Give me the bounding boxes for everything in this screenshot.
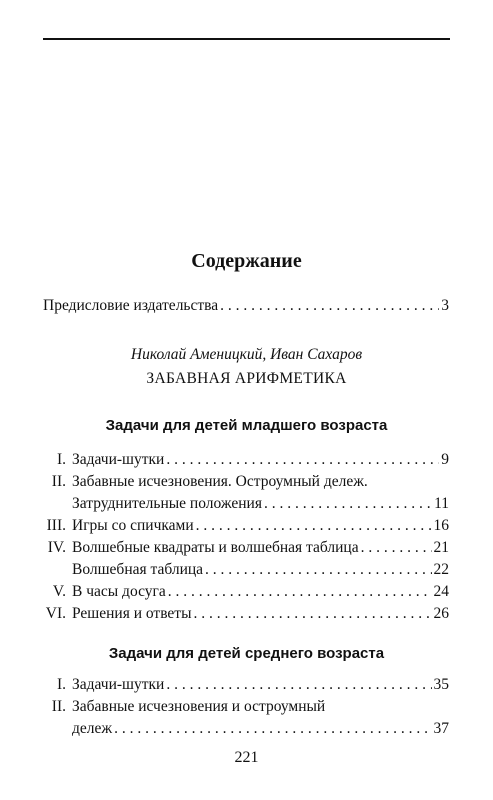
leader-dots — [220, 297, 439, 315]
toc-label: Забавные исчезновения и остроумный — [72, 698, 326, 715]
toc-number: I. — [56, 676, 66, 693]
toc-entry[interactable] — [72, 720, 449, 738]
authors-line: Николай Аменицкий, Иван Сахаров — [130, 346, 363, 363]
toc-page: 24 — [433, 583, 449, 600]
toc-label: Решения и ответы — [72, 605, 192, 622]
toc-label: Забавные исчезновения. Остроумный дележ. — [72, 473, 368, 490]
leader-dots — [166, 451, 439, 469]
toc-number: III. — [46, 517, 66, 534]
toc-page: 26 — [433, 605, 449, 622]
section-heading-1: Задачи для детей младшего возраста — [105, 417, 388, 434]
toc-page: 9 — [441, 451, 449, 468]
toc-page: 37 — [433, 720, 449, 737]
toc-label: Предисловие издательства — [43, 297, 219, 314]
toc-entry-preface[interactable] — [43, 297, 449, 315]
leader-dots — [168, 583, 432, 601]
leader-dots — [361, 539, 432, 557]
toc-number: II. — [51, 473, 66, 490]
toc-label: Задачи-шутки — [72, 451, 165, 468]
page-number: 221 — [234, 749, 259, 766]
toc-entry[interactable] — [40, 473, 449, 491]
toc-label: Волшебная таблица — [72, 561, 204, 578]
toc-page: 21 — [433, 539, 449, 556]
leader-dots — [205, 561, 431, 579]
toc-page: 22 — [433, 561, 449, 578]
toc-entry[interactable] — [40, 539, 449, 557]
toc-entry[interactable] — [40, 698, 449, 716]
toc-label: Волшебные квадраты и волшебная таблица — [72, 539, 359, 556]
toc-number: II. — [51, 698, 66, 715]
toc-entry[interactable] — [40, 517, 449, 535]
toc-page: 11 — [434, 495, 449, 512]
toc-page: 35 — [433, 676, 449, 693]
top-rule — [43, 38, 450, 40]
toc-entry[interactable] — [40, 451, 449, 469]
toc-entry[interactable] — [72, 495, 449, 513]
leader-dots — [114, 720, 431, 738]
toc-label: В часы досуга — [72, 583, 166, 600]
toc-number: IV. — [47, 539, 66, 556]
section-heading-2: Задачи для детей среднего возраста — [108, 645, 385, 662]
leader-dots — [264, 495, 432, 513]
toc-number: VI. — [45, 605, 66, 622]
toc-number: V. — [52, 583, 66, 600]
leader-dots — [166, 676, 431, 694]
toc-number: I. — [56, 451, 66, 468]
toc-label: дележ — [72, 720, 113, 737]
toc-label: Игры со спичками — [72, 517, 194, 534]
page-title: Содержание — [191, 250, 302, 272]
leader-dots — [196, 517, 432, 535]
toc-label: Затруднительные положения — [72, 495, 262, 512]
toc-entry[interactable] — [40, 676, 449, 694]
toc-entry[interactable] — [40, 583, 449, 601]
toc-page: 16 — [433, 517, 449, 534]
toc-entry[interactable] — [40, 605, 449, 623]
toc-entry[interactable] — [72, 561, 449, 579]
toc-label: Задачи-шутки — [72, 676, 165, 693]
book-title: ЗАБАВНАЯ АРИФМЕТИКА — [146, 370, 347, 387]
toc-page: 3 — [441, 297, 449, 314]
leader-dots — [194, 605, 432, 623]
